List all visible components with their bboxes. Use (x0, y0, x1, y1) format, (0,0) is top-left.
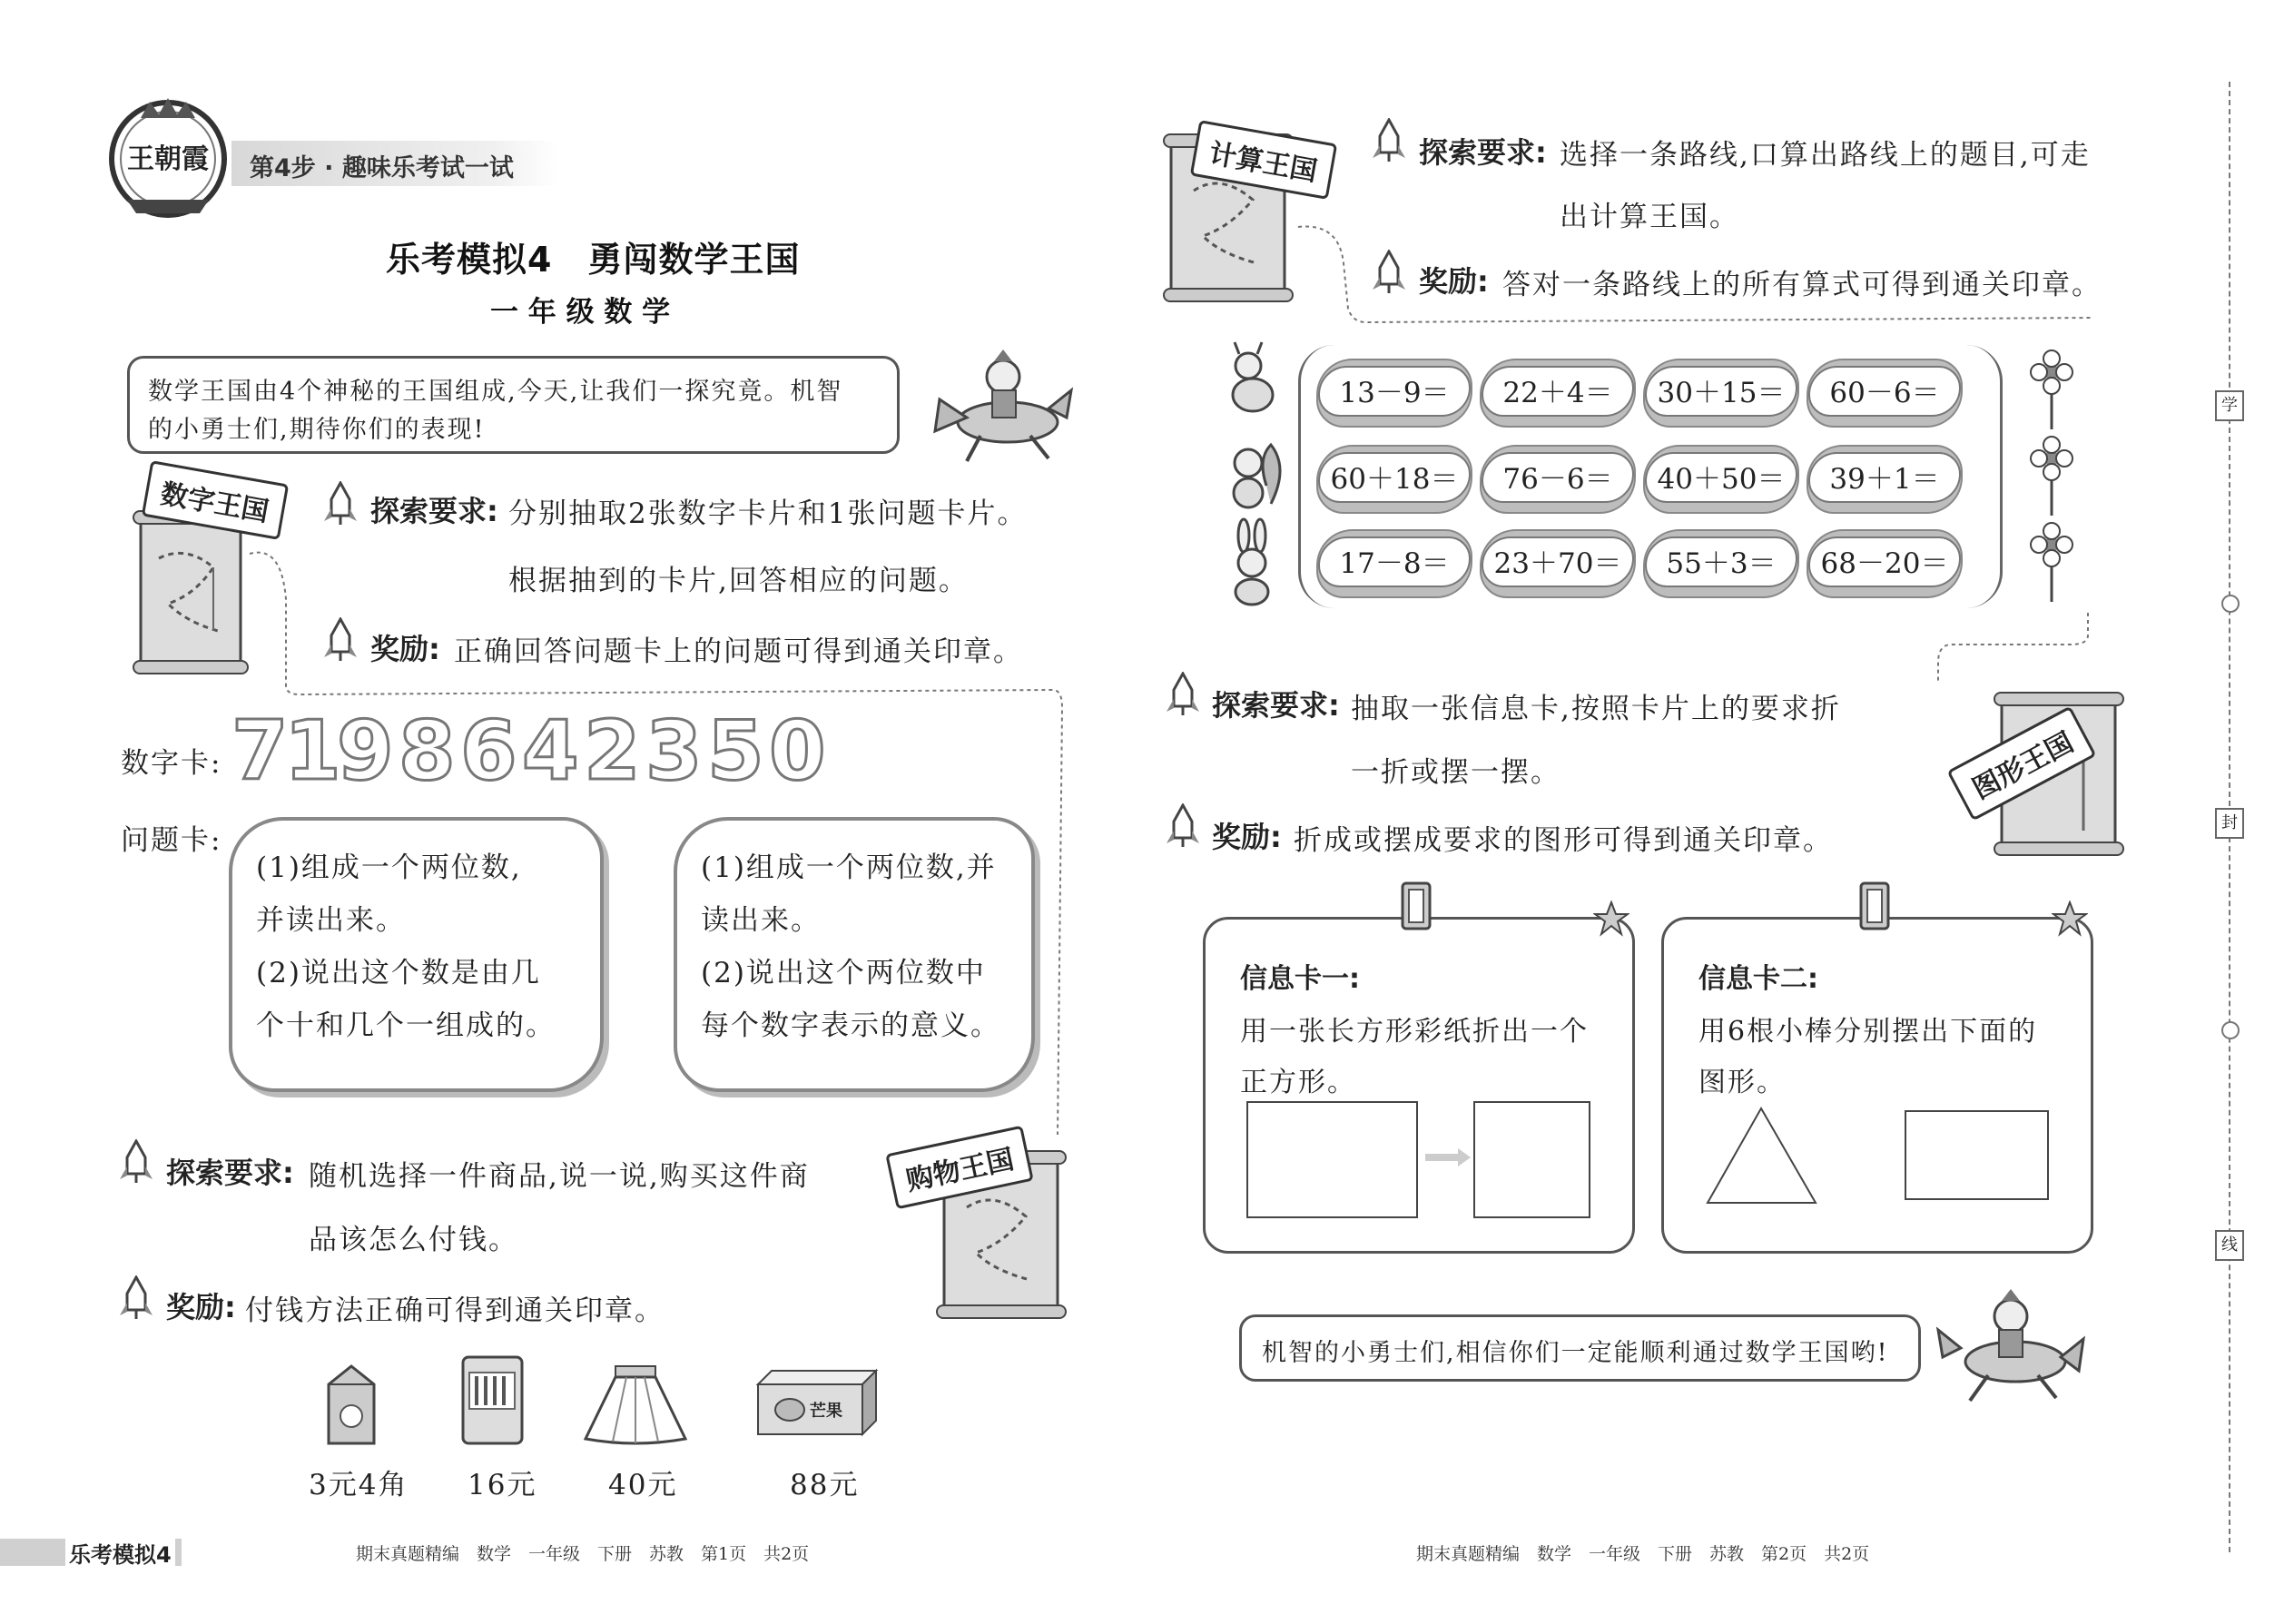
digit-card: 8 (399, 704, 456, 799)
equation-text: 40＋50＝ (1645, 452, 1797, 503)
step-banner (231, 141, 558, 186)
kingdom-sign-number: 数字王国 (142, 460, 289, 540)
question-card-2 (674, 817, 1028, 1094)
explore-text-calc-1: 选择一条路线,口算出路线上的题目,可走 (1560, 139, 2091, 172)
explore-text-shopping-2: 品该怎么付钱。 (309, 1224, 518, 1256)
equation-stone[interactable] (1643, 359, 1799, 428)
rocket-icon (1165, 672, 1201, 717)
question-card-2-line: 每个数字表示的意义。 (701, 1009, 1000, 1042)
info-card-2-line: 图形。 (1698, 1067, 1786, 1098)
intro-bubble (127, 356, 900, 454)
digit-card: 1 (284, 704, 341, 799)
explore-label-number: 探索要求: (370, 494, 498, 528)
page-title: 乐考模拟4 勇闯数学王国 (386, 240, 801, 280)
equation-text: 13－9＝ (1318, 366, 1471, 417)
equation-stone[interactable] (1480, 445, 1636, 514)
digit-card: 5 (707, 704, 764, 799)
clip-icon (1856, 879, 1893, 933)
rocket-icon (118, 1139, 154, 1185)
digit-card: 7 (231, 704, 289, 799)
question-card-2-line: 读出来。 (701, 904, 821, 937)
equation-text: 30＋15＝ (1645, 366, 1797, 417)
question-card-1-line: (2)说出这个数是由几 (256, 957, 541, 989)
publisher-logo (100, 91, 236, 227)
binding-mark: 封 (2215, 808, 2244, 839)
digit-card: 0 (769, 704, 826, 799)
explore-text-calc-2: 出计算王国。 (1560, 201, 1739, 233)
digit-card-label: 数字卡: (121, 747, 222, 780)
digit-card: 9 (337, 704, 394, 799)
equation-text: 76－6＝ (1482, 452, 1634, 503)
explore-text-shopping-1: 随机选择一件商品,说一说,购买这件商 (309, 1160, 810, 1193)
equation-stone[interactable] (1643, 445, 1799, 514)
equation-text: 17－8＝ (1318, 536, 1471, 587)
calc-board (1198, 331, 2102, 613)
rocket-icon (1371, 118, 1407, 163)
reward-label-number: 奖励: (370, 632, 440, 666)
equation-text: 68－20＝ (1808, 536, 1961, 587)
footer-text-right: 期末真题精编 数学 一年级 下册 苏教 第2页 共2页 (1416, 1544, 1870, 1564)
info-card-2-line: 用6根小棒分别摆出下面的 (1698, 1016, 2038, 1048)
explore-label-shape: 探索要求: (1212, 688, 1340, 723)
kingdom-sign-calc: 计算王国 (1190, 120, 1337, 200)
reward-label-shopping: 奖励: (166, 1290, 236, 1324)
intro-line-1: 数学王国由4个神秘的王国组成,今天,让我们一探究竟。机智 (148, 378, 843, 406)
equation-text: 60＋18＝ (1318, 452, 1471, 503)
price-mango: 88元 (790, 1469, 860, 1501)
rectangle-shape (1246, 1101, 1418, 1218)
rocket-icon (1371, 250, 1407, 295)
digit-card: 4 (522, 704, 579, 799)
star-icon (2052, 901, 2088, 937)
equation-stone[interactable] (1316, 445, 1472, 514)
equation-stone[interactable] (1316, 529, 1472, 598)
step-label: 第4步 · 趣味乐考试一试 (250, 154, 514, 182)
square-shape (1473, 1101, 1590, 1218)
kingdom-sign-shopping: 购物王国 (885, 1126, 1034, 1210)
rabbit-icon (1216, 517, 1289, 608)
explore-label-calc: 探索要求: (1419, 135, 1547, 170)
arrow-right-icon (1423, 1147, 1473, 1168)
question-card-1-line: 个十和几个一组成的。 (256, 1009, 556, 1042)
info-card-2-title: 信息卡二: (1698, 963, 1818, 995)
equation-text: 55＋3＝ (1645, 536, 1797, 587)
equation-stone[interactable] (1807, 445, 1963, 514)
reward-text-shopping: 付钱方法正确可得到通关印章。 (245, 1294, 665, 1327)
equation-stone[interactable] (1807, 529, 1963, 598)
price-milk: 3元4角 (309, 1469, 409, 1501)
explore-text-shape-1: 抽取一张信息卡,按照卡片上的要求折 (1351, 693, 1841, 725)
reward-text-number: 正确回答问题卡上的问题可得到通关印章。 (454, 635, 1023, 668)
flower-icon (2024, 522, 2079, 604)
digit-card: 2 (584, 704, 641, 799)
binding-mark: 线 (2215, 1230, 2244, 1261)
logo-text: 王朝霞 (127, 143, 209, 175)
equation-text: 22＋4＝ (1482, 366, 1634, 417)
intro-line-2: 的小勇士们,期待你们的表现! (148, 416, 486, 444)
rocket-icon (322, 481, 359, 527)
closing-bubble (1239, 1314, 1921, 1382)
knight-horse-icon (921, 345, 1076, 463)
skirt-icon (581, 1362, 690, 1448)
rectangle-shape (1905, 1110, 2049, 1200)
reward-text-calc: 答对一条路线上的所有算式可得到通关印章。 (1502, 269, 2102, 301)
info-card-1-title: 信息卡一: (1240, 963, 1360, 995)
equation-text: 23＋70＝ (1482, 536, 1634, 587)
digit-card-row (231, 704, 858, 799)
equation-stone[interactable] (1643, 529, 1799, 598)
flower-icon (2024, 349, 2079, 431)
question-card-label: 问题卡: (121, 824, 222, 857)
star-icon (1593, 901, 1629, 937)
mango-box-label: 芒果 (810, 1402, 842, 1421)
kingdom-sign-shape: 图形王国 (1946, 705, 2096, 821)
explore-text-number-2: 根据抽到的卡片,回答相应的问题。 (508, 565, 969, 597)
equation-text: 39＋1＝ (1808, 452, 1961, 503)
digit-card: 6 (460, 704, 517, 799)
question-card-1-line: (1)组成一个两位数, (256, 851, 522, 884)
question-card-2-line: (2)说出这个两位数中 (701, 957, 986, 989)
page-subtitle: 一 年 级 数 学 (490, 296, 671, 329)
knight-horse-icon (1934, 1284, 2088, 1403)
triangle-shape (1705, 1106, 1818, 1206)
info-card-2 (1661, 917, 2093, 1254)
binding-circle (2221, 1021, 2240, 1039)
explore-text-number-1: 分别抽取2张数字卡片和1张问题卡片。 (508, 497, 1028, 530)
reward-label-calc: 奖励: (1419, 264, 1489, 299)
price-skirt: 40元 (608, 1469, 678, 1501)
equation-stone[interactable] (1316, 359, 1472, 428)
footer-tag: 乐考模拟4 (65, 1537, 175, 1569)
question-card-1 (229, 817, 596, 1094)
question-card-2-line: (1)组成一个两位数,并 (701, 851, 997, 884)
clip-icon (1398, 879, 1434, 933)
reward-text-shape: 折成或摆成要求的图形可得到通关印章。 (1294, 824, 1833, 857)
rocket-icon (118, 1275, 154, 1321)
info-card-1-line: 正方形。 (1240, 1067, 1356, 1098)
closing-text: 机智的小勇士们,相信你们一定能顺利通过数学王国哟! (1262, 1339, 1889, 1367)
flower-icon (2024, 436, 2079, 517)
binding-circle (2221, 595, 2240, 613)
rocket-icon (1165, 803, 1201, 849)
reward-label-shape: 奖励: (1212, 820, 1282, 854)
dotted-path (1934, 608, 2097, 681)
info-card-1 (1203, 917, 1635, 1254)
binding-mark: 学 (2215, 390, 2244, 421)
explore-text-shape-2: 一折或摆一摆。 (1351, 756, 1561, 789)
deer-icon (1216, 340, 1289, 422)
digit-card: 3 (645, 704, 703, 799)
equation-stone[interactable] (1480, 359, 1636, 428)
equation-stone[interactable] (1807, 359, 1963, 428)
question-card-1-line: 并读出来。 (256, 904, 406, 937)
footer-text-left: 期末真题精编 数学 一年级 下册 苏教 第1页 共2页 (356, 1544, 810, 1564)
squirrel-icon (1216, 431, 1289, 513)
equation-stone[interactable] (1480, 529, 1636, 598)
equation-text: 60－6＝ (1808, 366, 1961, 417)
milk-carton-icon (320, 1362, 383, 1448)
price-marker: 16元 (468, 1469, 537, 1501)
explore-label-shopping: 探索要求: (166, 1156, 294, 1190)
marker-box-icon (458, 1353, 527, 1448)
info-card-1-line: 用一张长方形彩纸折出一个 (1240, 1016, 1589, 1048)
